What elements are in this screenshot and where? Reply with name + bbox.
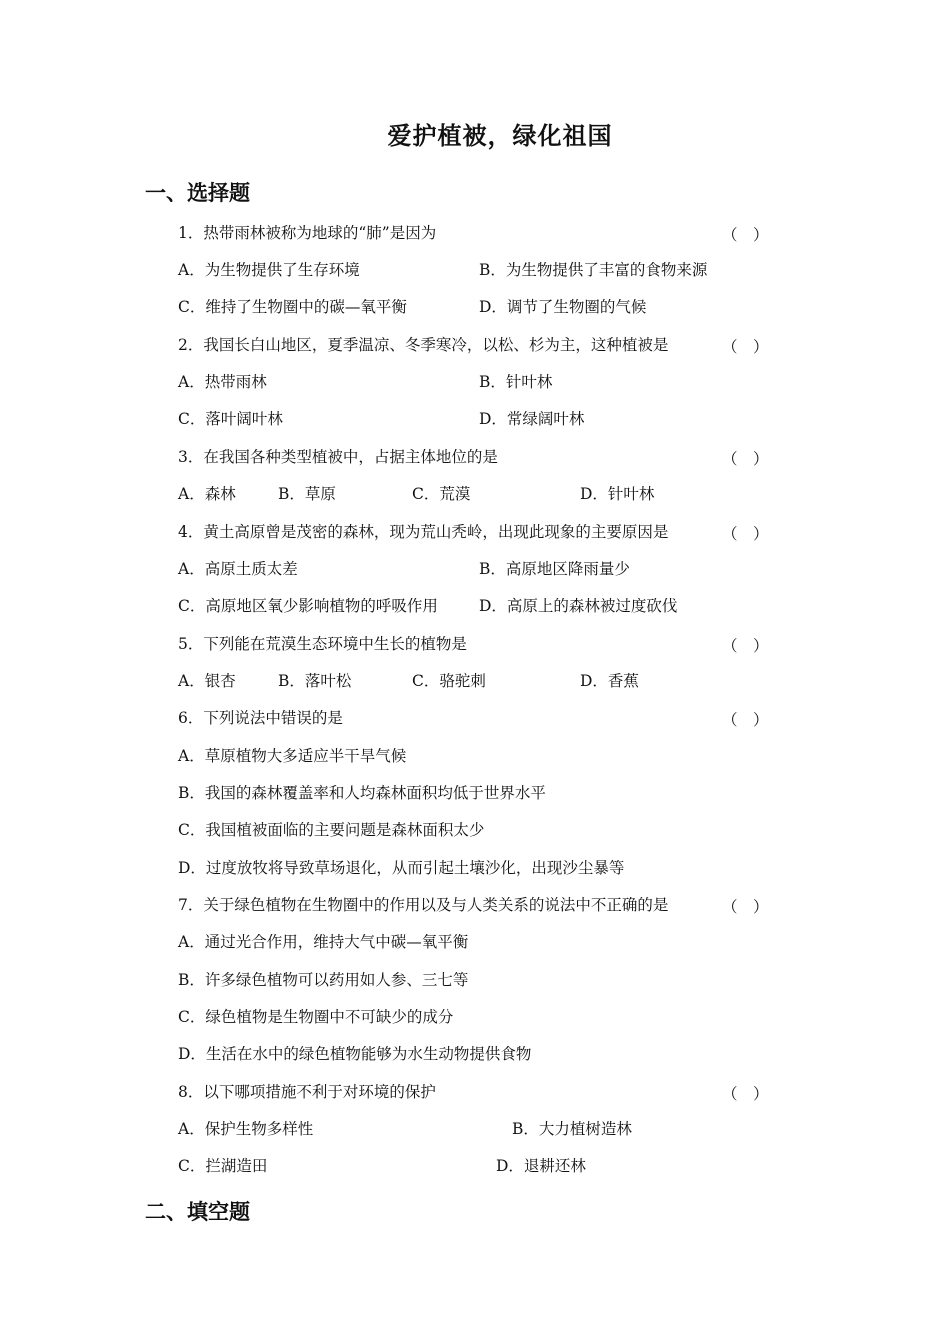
question-5-option-a: A．银杏	[178, 672, 236, 690]
section-heading-fill: 二、填空题	[145, 1199, 250, 1224]
question-3-option-c: C．荒漠	[412, 485, 471, 503]
question-4-stem: 4．黄土高原曾是茂密的森林，现为荒山秃岭，出现此现象的主要原因是	[178, 523, 669, 541]
answer-paren-3: （ ）	[722, 450, 769, 468]
question-3-stem: 3．在我国各种类型植被中，占据主体地位的是	[178, 448, 498, 466]
question-3-option-d: D．针叶林	[580, 485, 655, 503]
answer-paren-4: （ ）	[722, 525, 769, 543]
answer-paren-6: （ ）	[722, 711, 769, 729]
answer-paren-5: （ ）	[722, 637, 769, 655]
question-4-option-b: B．高原地区降雨量少	[479, 560, 630, 578]
question-1-option-c: C．维持了生物圈中的碳—氧平衡	[178, 298, 407, 316]
question-1-stem: 1．热带雨林被称为地球的“肺”是因为	[178, 224, 437, 242]
question-2-stem: 2．我国长白山地区，夏季温凉、冬季寒冷，以松、杉为主，这种植被是	[178, 336, 669, 354]
question-8-stem: 8．以下哪项措施不利于对环境的保护	[178, 1083, 436, 1101]
section-heading-choice: 一、选择题	[145, 180, 250, 205]
question-6-option-b: B．我国的森林覆盖率和人均森林面积均低于世界水平	[178, 784, 546, 802]
answer-paren-1: （ ）	[722, 226, 769, 244]
question-7-option-c: C．绿色植物是生物圈中不可缺少的成分	[178, 1008, 454, 1026]
question-6-stem: 6．下列说法中错误的是	[178, 709, 343, 727]
question-6-option-c: C．我国植被面临的主要问题是森林面积太少	[178, 821, 485, 839]
question-5-option-d: D．香蕉	[580, 672, 639, 690]
question-2-option-a: A．热带雨林	[178, 373, 267, 391]
question-8-option-c: C．拦湖造田	[178, 1157, 268, 1175]
question-1-option-a: A．为生物提供了生存环境	[178, 261, 360, 279]
question-7-option-b: B．许多绿色植物可以药用如人参、三七等	[178, 971, 469, 989]
question-4-option-c: C．高原地区氧少影响植物的呼吸作用	[178, 597, 438, 615]
question-7-stem: 7．关于绿色植物在生物圈中的作用以及与人类关系的说法中不正确的是	[178, 896, 669, 914]
question-5-option-c: C．骆驼刺	[412, 672, 486, 690]
question-6-option-d: D．过度放牧将导致草场退化，从而引起土壤沙化，出现沙尘暴等	[178, 859, 625, 877]
question-6-option-a: A．草原植物大多适应半干旱气候	[178, 747, 407, 765]
answer-paren-8: （ ）	[722, 1085, 769, 1103]
question-5-stem: 5．下列能在荒漠生态环境中生长的植物是	[178, 635, 467, 653]
question-8-option-d: D．退耕还林	[496, 1157, 586, 1175]
question-1-option-d: D．调节了生物圈的气候	[479, 298, 647, 316]
question-5-option-b: B．落叶松	[278, 672, 352, 690]
question-8-option-a: A．保护生物多样性	[178, 1120, 314, 1138]
question-3-option-b: B．草原	[278, 485, 336, 503]
question-2-option-c: C．落叶阔叶林	[178, 410, 283, 428]
question-7-option-d: D．生活在水中的绿色植物能够为水生动物提供食物	[178, 1045, 532, 1063]
question-7-option-a: A．通过光合作用，维持大气中碳—氧平衡	[178, 933, 469, 951]
question-8-option-b: B．大力植树造林	[512, 1120, 632, 1138]
question-3-option-a: A．森林	[178, 485, 236, 503]
question-2-option-b: B．针叶林	[479, 373, 553, 391]
question-4-option-a: A．高原土质太差	[178, 560, 298, 578]
question-1-option-b: B．为生物提供了丰富的食物来源	[479, 261, 708, 279]
question-2-option-d: D．常绿阔叶林	[479, 410, 585, 428]
page-title: 爱护植被，绿化祖国	[387, 121, 613, 150]
answer-paren-2: （ ）	[722, 338, 769, 356]
answer-paren-7: （ ）	[722, 898, 769, 916]
question-4-option-d: D．高原上的森林被过度砍伐	[479, 597, 678, 615]
